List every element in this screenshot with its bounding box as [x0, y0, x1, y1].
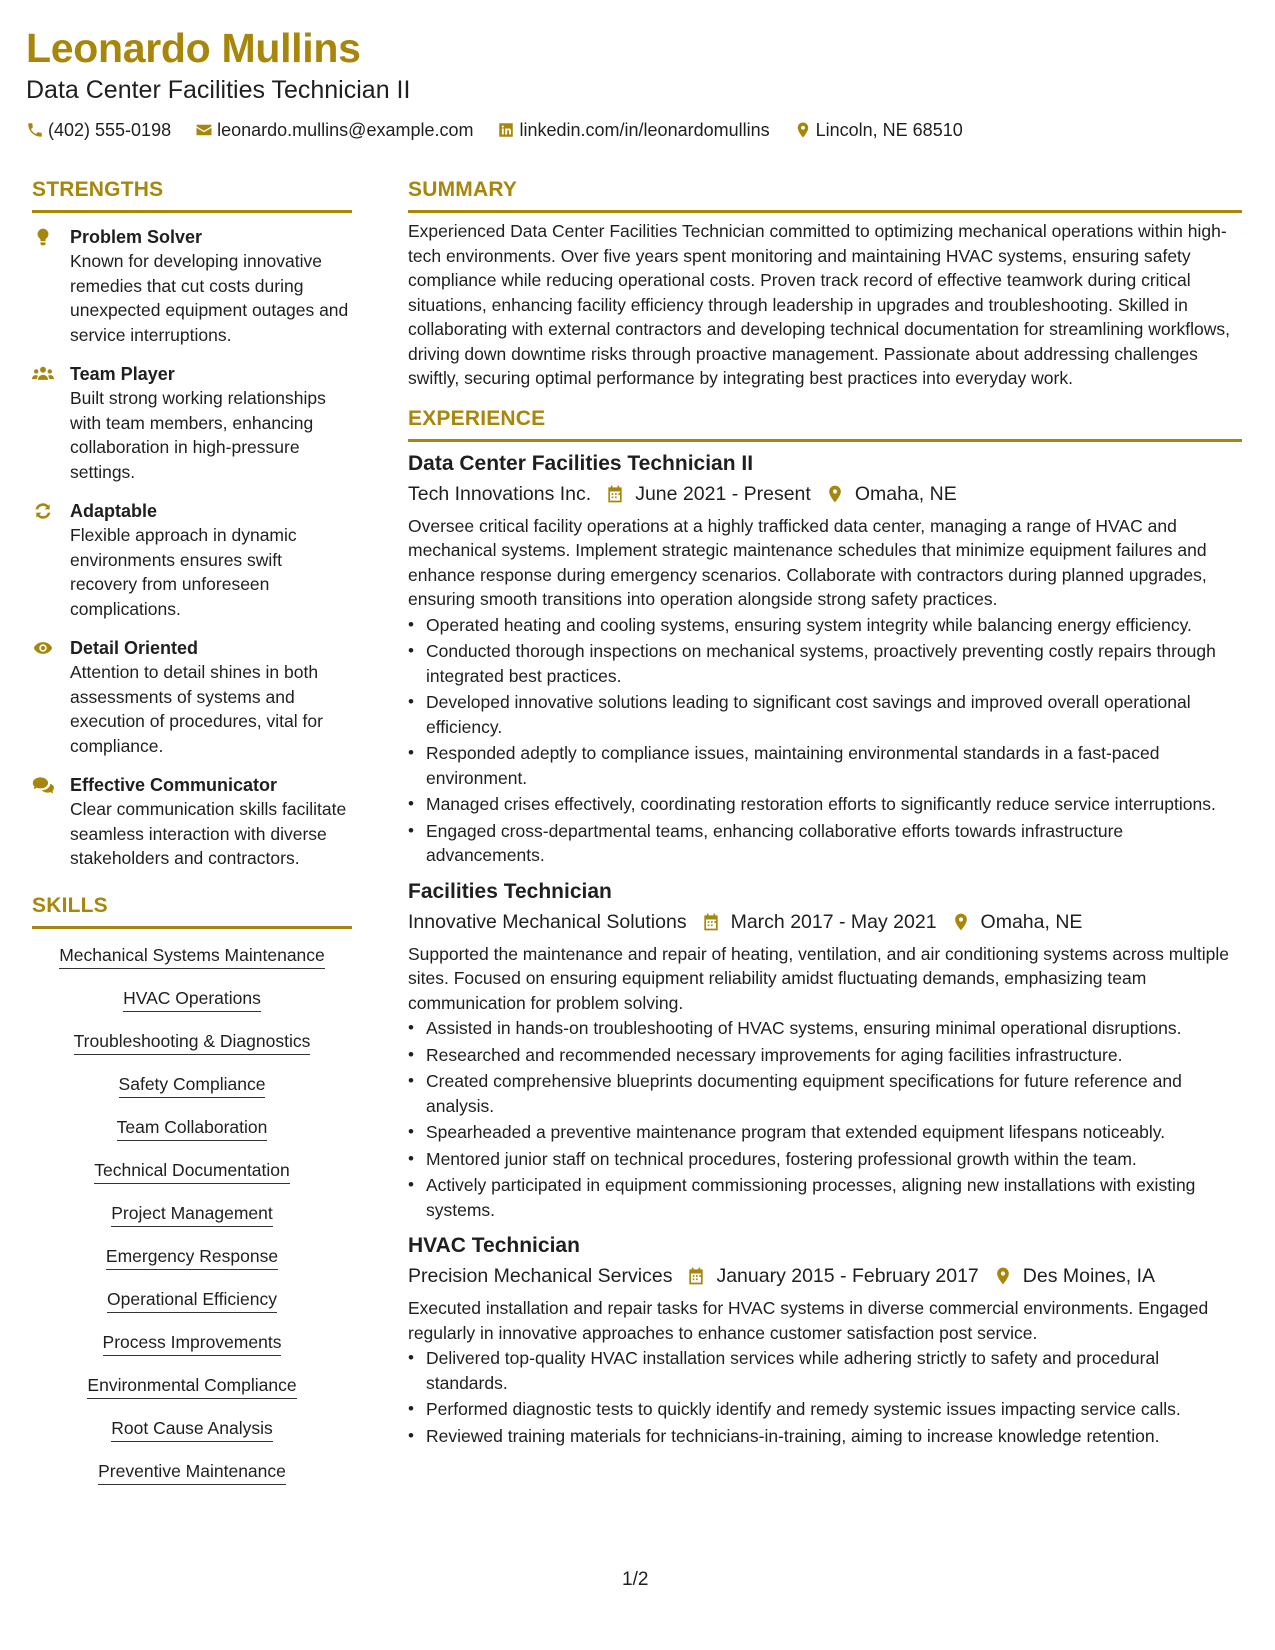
skill-label: Emergency Response [106, 1244, 278, 1270]
job-entry [408, 450, 1242, 868]
skill-label: Project Management [111, 1201, 272, 1227]
bullet-item: • Operated heating and cooling systems, ensuring system integrity while balancing energy efficiency. [408, 613, 1242, 638]
skill-item [32, 1287, 352, 1313]
strength-name: Effective Communicator [70, 775, 278, 795]
strength-desc: Clear communication skills facilitate seamless interaction with diverse stakeholders and contractors. [70, 799, 347, 868]
skill-item [32, 1029, 352, 1055]
strength-desc: Built strong working relationships with team members, enhancing collaboration in high-pressure settings. [70, 388, 326, 482]
bullet-item: • Delivered top-quality HVAC installation services while adhering strictly to safety and procedural standards. [408, 1346, 1242, 1395]
strength-desc: Flexible approach in dynamic environments ensures swift recovery from unforeseen complications. [70, 525, 297, 619]
summary-text: Experienced Data Center Facilities Technician committed to optimizing mechanical operations within high-tech environments. Over five years spent monitoring and maintaining HVAC systems, ensuring safety compliance while reducing operational costs. Proven track record of effective teamwork during critical situations, enhancing facility efficiency through leadership in upgrades and troubleshooting. Skilled in collaborating with external contractors and developing technical documentation for streamlining workflows, driving down downtime risks through proactive management. Passionate about addressing challenges swiftly, securing optimal performance by integrating best practices into everyday work. [408, 221, 1230, 388]
skill-label: Mechanical Systems Maintenance [59, 943, 325, 969]
bullet-item: • Spearheaded a preventive maintenance program that extended equipment lifespans noticeably. [408, 1120, 1242, 1145]
skill-item [32, 1072, 352, 1098]
lightbulb-icon [32, 227, 54, 247]
job-location: Des Moines, IA [1022, 1265, 1155, 1287]
job-title: Data Center Facilities Technician II [408, 451, 754, 475]
phone-icon [26, 121, 44, 139]
page-number: 1/2 [622, 1569, 649, 1590]
job-bullets [408, 1346, 1242, 1448]
map-marker-icon [825, 484, 845, 504]
job-company: Tech Innovations Inc. [408, 482, 592, 505]
strength-item [32, 773, 352, 871]
skill-item [32, 1373, 352, 1399]
job-title: HVAC Technician [408, 1234, 580, 1257]
contact-email[interactable] [195, 118, 473, 142]
comments-icon [32, 775, 54, 795]
skill-label: Operational Efficiency [107, 1287, 277, 1313]
bullet-item: • Mentored junior staff on technical procedures, fostering professional growth within the team. [408, 1147, 1242, 1172]
experience-heading: EXPERIENCE [408, 405, 1242, 442]
skill-item [32, 986, 352, 1012]
strength-item [32, 499, 352, 621]
right-column [408, 176, 1242, 1450]
strength-item [32, 225, 352, 347]
skill-item [32, 1115, 352, 1141]
skill-label: Root Cause Analysis [111, 1416, 272, 1442]
job-description: Oversee critical facility operations at a highly trafficked data center, managing a range of HVAC and mechanical systems. Implement strategic maintenance schedules that minimize equipment failures and enhance response during emergency scenarios. Collaborate with contractors during planned upgrades, ensuring smooth transitions into operation alongside strong safety practices. [408, 515, 1207, 609]
strength-desc: Attention to detail shines in both assessments of systems and execution of procedures, vital for compliance. [70, 662, 323, 756]
strengths-list [32, 225, 352, 871]
job-description: Supported the maintenance and repair of heating, ventilation, and air conditioning systems across multiple sites. Focused on ensuring equipment reliability amidst fluctuating demands, emphasizing team communication for problem solving. [408, 943, 1230, 1013]
strength-name: Adaptable [70, 501, 158, 521]
map-marker-icon [951, 912, 971, 932]
skill-label: Preventive Maintenance [98, 1459, 286, 1485]
strength-item [32, 362, 352, 484]
strength-name: Team Player [70, 364, 175, 384]
strength-item [32, 636, 352, 758]
location-text: Lincoln, NE 68510 [815, 120, 963, 140]
calendar-icon [701, 912, 721, 932]
contact-bar [26, 118, 1246, 142]
job-bullets [408, 613, 1242, 868]
map-marker-icon [794, 121, 812, 139]
job-meta [408, 1262, 1242, 1290]
skill-label: Team Collaboration [117, 1115, 268, 1141]
job-dates: June 2021 - Present [635, 482, 811, 505]
bullet-item: • Developed innovative solutions leading to significant cost savings and improved overall operational efficiency. [408, 690, 1242, 739]
linkedin-text[interactable]: linkedin.com/in/leonardomullins [519, 120, 770, 140]
contact-location [794, 118, 963, 142]
skill-item [32, 1330, 352, 1356]
envelope-icon [195, 121, 213, 139]
job-dates: January 2015 - February 2017 [716, 1265, 979, 1287]
job-meta [408, 480, 1242, 508]
linkedin-icon [497, 121, 515, 139]
skill-label: Troubleshooting & Diagnostics [74, 1029, 311, 1055]
bullet-item: • Reviewed training materials for technicians-in-training, aiming to increase knowledge retention. [408, 1424, 1242, 1449]
job-company: Precision Mechanical Services [408, 1265, 673, 1287]
job-title: Facilities Technician [408, 879, 612, 903]
refresh-icon [32, 501, 54, 521]
resume-header [26, 22, 1246, 142]
job-company: Innovative Mechanical Solutions [408, 910, 687, 933]
left-column [32, 176, 352, 1502]
calendar-icon [686, 1266, 706, 1286]
contact-phone [26, 118, 171, 142]
job-description: Executed installation and repair tasks for HVAC systems in diverse commercial environments. Engaged regularly in innovative approaches to enhance customer satisfaction post service. [408, 1298, 1209, 1343]
bullet-item: • Researched and recommended necessary improvements for aging facilities infrastructure. [408, 1043, 1242, 1068]
strength-desc: Known for developing innovative remedies that cut costs during unexpected equipment outages and service interruptions. [70, 251, 349, 345]
skill-label: Safety Compliance [119, 1072, 266, 1098]
job-entry [408, 878, 1242, 1223]
job-bullets [408, 1016, 1242, 1222]
strength-name: Problem Solver [70, 227, 203, 247]
bullet-item: • Responded adeptly to compliance issues, maintaining environmental standards in a fast-paced environment. [408, 741, 1242, 790]
skill-item [32, 943, 352, 969]
skill-label: Environmental Compliance [87, 1373, 296, 1399]
bullet-item: • Conducted thorough inspections on mechanical systems, proactively preventing costly repairs through integrated best practices. [408, 639, 1242, 688]
job-meta [408, 908, 1242, 936]
skill-label: Process Improvements [103, 1330, 282, 1356]
eye-icon [32, 638, 54, 658]
candidate-title: Data Center Facilities Technician II [26, 76, 411, 104]
job-entry [408, 1232, 1242, 1448]
bullet-item: • Actively participated in equipment commissioning processes, aligning new installations with existing systems. [408, 1173, 1242, 1222]
skills-heading: SKILLS [32, 892, 352, 929]
skill-item [32, 1244, 352, 1270]
bullet-item: • Engaged cross-departmental teams, enhancing collaborative efforts towards infrastructure advancements. [408, 819, 1242, 868]
bullet-item: • Performed diagnostic tests to quickly identify and remedy systemic issues impacting service calls. [408, 1397, 1242, 1422]
candidate-name: Leonardo Mullins [26, 25, 361, 71]
skill-label: HVAC Operations [123, 986, 261, 1012]
bullet-item: • Managed crises effectively, coordinating restoration efforts to significantly reduce service interruptions. [408, 792, 1242, 817]
contact-linkedin[interactable] [497, 118, 769, 142]
map-marker-icon [993, 1266, 1013, 1286]
email-text[interactable]: leonardo.mullins@example.com [217, 120, 474, 140]
skills-list [32, 943, 352, 1485]
skill-item [32, 1201, 352, 1227]
job-location: Omaha, NE [980, 910, 1083, 933]
calendar-icon [605, 484, 625, 504]
skill-item [32, 1416, 352, 1442]
strengths-heading: STRENGTHS [32, 176, 352, 213]
strength-name: Detail Oriented [70, 638, 199, 658]
bullet-item: • Assisted in hands-on troubleshooting of HVAC systems, ensuring minimal operational disruptions. [408, 1016, 1242, 1041]
skill-item [32, 1459, 352, 1485]
bullet-item: • Created comprehensive blueprints documenting equipment specifications for future reference and analysis. [408, 1069, 1242, 1118]
skill-item [32, 1158, 352, 1184]
users-icon [32, 364, 54, 384]
summary-heading: SUMMARY [408, 176, 1242, 213]
job-dates: March 2017 - May 2021 [730, 910, 937, 933]
job-location: Omaha, NE [854, 482, 957, 505]
phone-text: (402) 555-0198 [48, 120, 172, 140]
skill-label: Technical Documentation [94, 1158, 290, 1184]
